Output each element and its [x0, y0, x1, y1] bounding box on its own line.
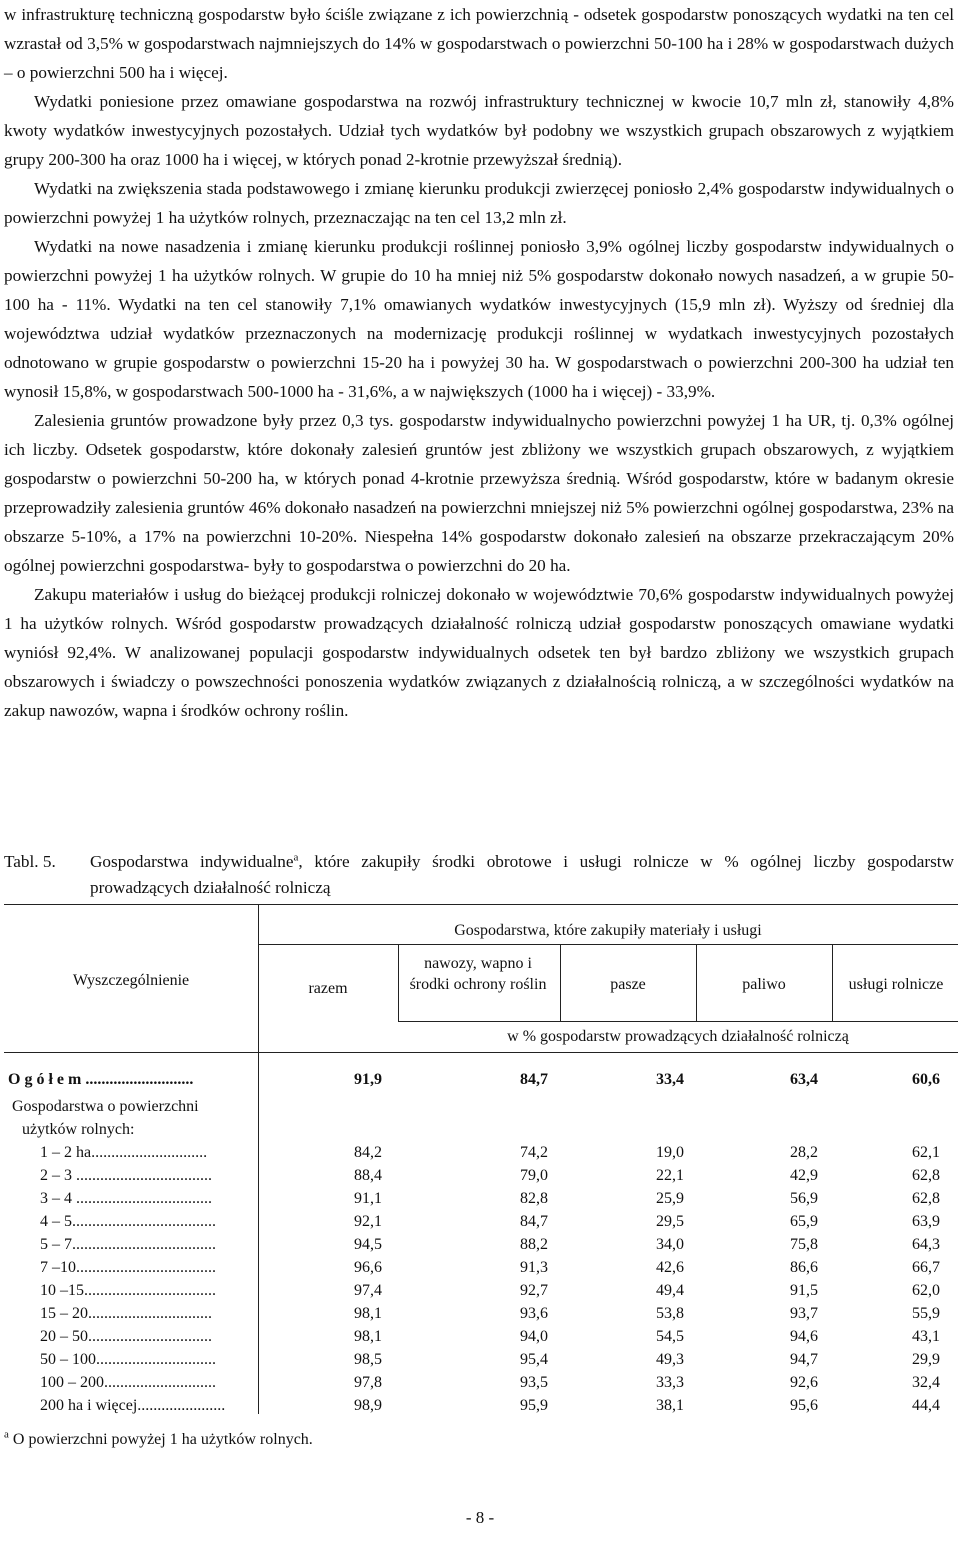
table-row: 5 – 7.................................... 94,5 88,2 34,0 75,8 64,3: [40, 1236, 940, 1253]
header-group: Gospodarstwa, które zakupiły materiały i usługi: [454, 922, 762, 939]
paragraph-4: Wydatki na nowe nasadzenia i zmianę kierunku produkcji roślinnej poniosło 3,9% ogólnej liczby gospodarstw indywidualnych o powierzchni powyżej 1 ha użytków rolnych. W grupie do 10 ha mniej niż 5% gospodarstw dokonało nowych nasadzeń, a w grupie 50-100 ha - 11%. Wydatki na ten cel stanowiły 7,1% omawianych wydatków inwestycyjnych (15,9 mln zł). Wyższy od średniej dla województwa udział wydatków przeznaczonych na modernizację produkcji roślinnej w wydatkach inwestycyjnych pozostałych odnotowano w grupie gospodarstw o powierzchni 15-20 ha i powyżej 30 ha. W gospodarstwach o powierzchni 200-300 ha udział ten wynosił 15,8%, w gospodarstwach 500-1000 ha - 31,6%, a w największych (1000 ha i więcej) - 33,9%.: [4, 237, 954, 401]
paragraph-5: Zalesienia gruntów prowadzone były przez 0,3 tys. gospodarstw indywidualnycho powierzchni powyżej 1 ha UR, tj. 0,3% ogólnej ich liczby. Odsetek gospodarstw, które dokonały zalesień gruntów jest zbliżony we wszystkich grupach obszarowych, z wyjątkiem gospodarstw o powierzchni 50-200 ha, w których ponad 4-krotnie przewyższa średnią. Wśród gospodarstw, które w badanym okresie przeprowadziły zalesienia gruntów 46% dokonało nasadzeń na powierzchni mniejszej niż 5% powierzchni ogólnej gospodarstwa, 23% na obszarze 5-10%, a 17% na powierzchni 10-20%. Niespełna 14% gospodarstw dokonało zalesień na obszarze przekraczającym 20% ogólnej powierzchni gospodarstwa- były to gospodarstwa o powierzchni do 20 ha.: [4, 411, 954, 575]
table-row: 1 – 2 ha............................. 84,2 74,2 19,0 28,2 62,1: [40, 1144, 940, 1161]
header-pasze: pasze: [610, 976, 646, 993]
table-caption-label: Tabl. 5.: [4, 852, 56, 871]
paragraph-1: w infrastrukturę techniczną gospodarstw było ściśle związane z ich powierzchnią - odsetek gospodarstw ponoszących wydatki na ten cel wzrastał od 3,5% w gospodarstwach najmniejszych do 14% w gospodarstwach o powierzchni 50-100 ha i 28% w gospodarstwach dużych – o powierzchni 500 ha i więcej.: [4, 5, 954, 82]
header-nawozy: nawozy, wapno i środki ochrony roślin: [409, 955, 547, 993]
body-text: [4, 0, 954, 725]
table-row: 200 ha i więcej...................... 98,9 95,9 38,1 95,6 44,4: [40, 1397, 940, 1414]
header-unit: w % gospodarstw prowadzących działalność rolniczą: [507, 1028, 849, 1045]
header-stub: Wyszczególnienie: [72, 972, 190, 989]
group-label: Gospodarstwa o powierzchni: [12, 1098, 199, 1115]
table-row: 15 – 20............................... 98,1 93,6 53,8 93,7 55,9: [40, 1305, 940, 1322]
table-row-total: O g ó ł e m ........................... 91,9 84,7 33,4 63,4 60,6: [8, 1071, 940, 1088]
header-paliwo: paliwo: [742, 976, 786, 993]
header-uslugi: usługi rolnicze: [848, 976, 944, 993]
table-row: 3 – 4 .................................. 91,1 82,8 25,9 56,9 62,8: [40, 1190, 940, 1207]
page-number: - 8 -: [465, 1508, 495, 1527]
paragraph-3: Wydatki na zwiększenia stada podstawowego i zmianę kierunku produkcji zwierzęcej poniosło 2,4% gospodarstw indywidualnych o powierzchni powyżej 1 ha użytków rolnych, przeznaczając na ten cel 13,2 mln zł.: [4, 179, 954, 227]
paragraph-6: Zakupu materiałów i usług do bieżącej produkcji rolniczej dokonało w województwie 70,6% gospodarstw indywidualnych powyżej 1 ha użytków rolnych. Wśród gospodarstw prowadzących działalność rolniczą udział gospodarstw ponoszących omawiane wydatki wyniósł 92,4%. W analizowanej populacji gospodarstw indywidualnych odsetek ten był bardzo zbliżony we wszystkich grupach obszarowych i świadczy o powszechności ponoszenia wydatków związanych z działalnością rolniczą, a w szczególności wydatków na zakup nawozów, wapna i środków ochrony roślin.: [4, 585, 954, 720]
table-row: 4 – 5.................................... 92,1 84,7 29,5 65,9 63,9: [40, 1213, 940, 1230]
header-razem: razem: [308, 980, 348, 997]
paragraph-2: Wydatki poniesione przez omawiane gospodarstwa na rozwój infrastruktury technicznej w kwocie 10,7 mln zł, stanowiły 4,8% kwoty wydatków inwestycyjnych pozostałych. Udział tych wydatków był podobny we wszystkich grupach obszarowych z wyjątkiem grupy 200-300 ha oraz 1000 ha i więcej, w których ponad 2-krotnie przewyższał średnią).: [4, 92, 954, 169]
footnote: $^a$ O powierzchni powyżej 1 ha użytków rolnych.: [4, 1428, 313, 1448]
table-row: 100 – 200............................ 97,8 93,5 33,3 92,6 32,4: [40, 1374, 940, 1391]
group-label-2: użytków rolnych:: [22, 1121, 135, 1138]
table-row: 20 – 50............................... 98,1 94,0 54,5 94,6 43,1: [40, 1328, 940, 1345]
table-row: 50 – 100.............................. 98,5 95,4 49,3 94,7 29,9: [40, 1351, 940, 1368]
table-row: 2 – 3 .................................. 88,4 79,0 22,1 42,9 62,8: [40, 1167, 940, 1184]
table-row: 10 –15................................. 97,4 92,7 49,4 91,5 62,0: [40, 1282, 940, 1299]
table-caption: [4, 849, 954, 897]
table-caption-text: Gospodarstwa indywidualne$^a$, które zakupiły środki obrotowe i usługi rolnicze w % ogólnej liczby gospodarstw prowadzących działalność rolniczą: [90, 851, 954, 897]
table-row: 7 –10................................... 96,6 91,3 42,6 86,6 66,7: [40, 1259, 940, 1276]
